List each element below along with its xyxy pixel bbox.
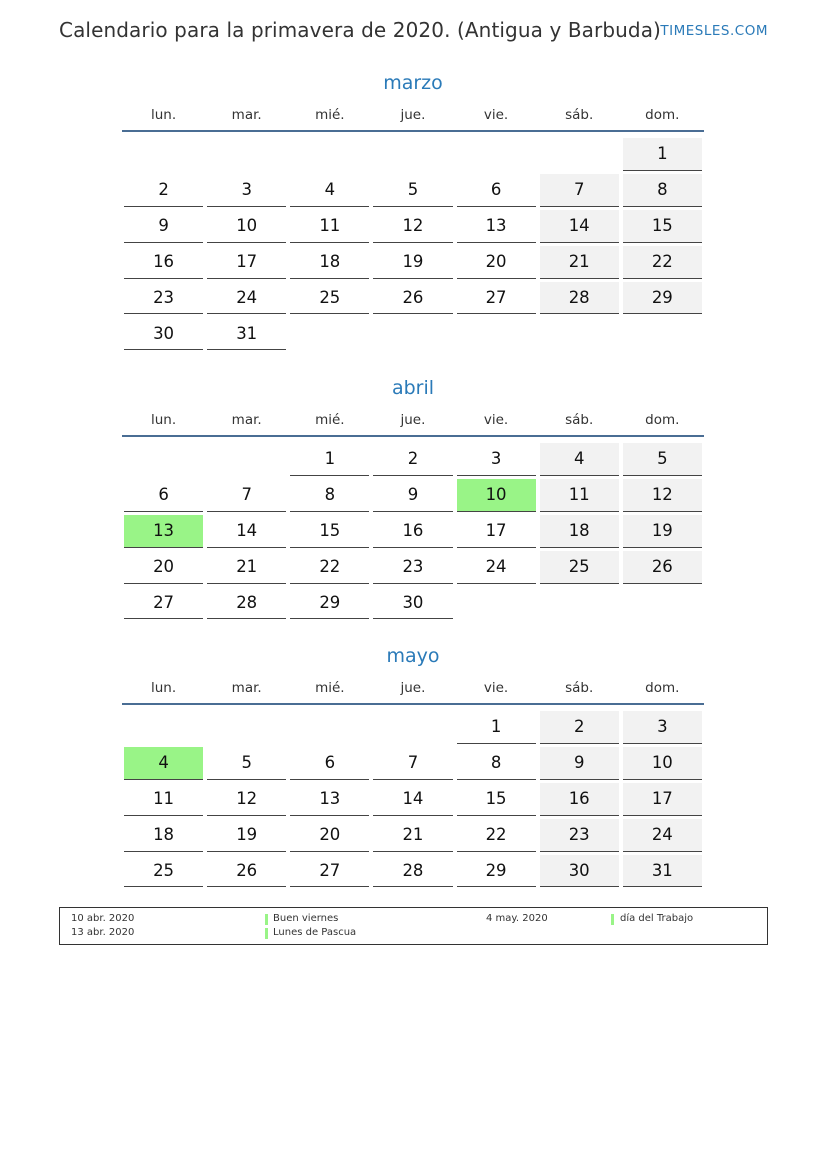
empty-cell	[205, 710, 288, 746]
legend-holiday-name: Buen viernes	[273, 913, 339, 924]
day-number: 2	[373, 443, 452, 476]
month-title: marzo	[383, 72, 443, 94]
day-cell	[371, 854, 454, 890]
day-cell	[621, 173, 704, 209]
weekday-label: mié.	[315, 412, 345, 428]
day-number: 18	[290, 246, 369, 279]
day-number: 9	[124, 210, 203, 243]
day-cell	[371, 514, 454, 550]
weekday-label: dom.	[645, 412, 680, 428]
day-cell	[621, 818, 704, 854]
weekday-label: jue.	[400, 680, 426, 696]
legend-holiday-name: día del Trabajo	[620, 913, 694, 924]
day-number: 3	[207, 174, 286, 207]
weekday-header	[122, 677, 704, 705]
day-number: 28	[540, 282, 619, 315]
day-number: 1	[623, 138, 702, 171]
holiday-color-marker	[265, 928, 268, 939]
day-number: 4	[290, 174, 369, 207]
day-number: 29	[290, 587, 369, 620]
day-number: 3	[623, 711, 702, 744]
day-number: 12	[373, 210, 452, 243]
day-number: 26	[623, 551, 702, 584]
day-number: 16	[124, 246, 203, 279]
day-cell	[371, 281, 454, 317]
day-cell	[538, 746, 621, 782]
day-cell	[455, 818, 538, 854]
day-number: 24	[457, 551, 536, 584]
day-cell	[288, 173, 371, 209]
day-number: 18	[540, 515, 619, 548]
empty-cell	[205, 137, 288, 173]
day-cell	[371, 478, 454, 514]
day-cell	[621, 281, 704, 317]
day-number: 15	[457, 783, 536, 816]
weekday-label: mar.	[231, 107, 262, 123]
day-cell	[455, 245, 538, 281]
day-cell	[455, 710, 538, 746]
weekday-label: jue.	[400, 107, 426, 123]
day-cell	[371, 586, 454, 622]
day-number: 29	[623, 282, 702, 315]
day-number: 7	[540, 174, 619, 207]
day-number: 27	[124, 587, 203, 620]
day-number: 30	[540, 855, 619, 888]
day-cell	[205, 245, 288, 281]
legend-date: 13 abr. 2020	[71, 927, 135, 938]
day-number: 4	[124, 747, 203, 780]
day-number: 9	[540, 747, 619, 780]
day-number: 2	[540, 711, 619, 744]
day-number: 9	[373, 479, 452, 512]
day-number: 2	[124, 174, 203, 207]
day-cell	[538, 710, 621, 746]
day-cell	[455, 514, 538, 550]
day-cell	[122, 854, 205, 890]
month-title: abril	[391, 377, 435, 399]
day-cell	[621, 710, 704, 746]
day-cell	[371, 550, 454, 586]
day-cell	[455, 173, 538, 209]
day-cell	[455, 550, 538, 586]
day-cell	[455, 281, 538, 317]
day-number: 11	[124, 783, 203, 816]
day-cell	[205, 281, 288, 317]
day-number: 17	[207, 246, 286, 279]
day-number: 11	[290, 210, 369, 243]
day-cell	[205, 478, 288, 514]
day-number: 8	[623, 174, 702, 207]
days-grid	[122, 710, 704, 889]
empty-cell	[371, 137, 454, 173]
day-number: 25	[124, 855, 203, 888]
day-cell	[371, 209, 454, 245]
day-number: 16	[373, 515, 452, 548]
day-cell	[122, 173, 205, 209]
day-number: 23	[540, 819, 619, 852]
day-cell	[621, 478, 704, 514]
day-cell	[122, 782, 205, 818]
day-cell	[621, 550, 704, 586]
day-cell	[538, 854, 621, 890]
day-cell	[621, 514, 704, 550]
day-cell	[205, 514, 288, 550]
day-cell	[621, 442, 704, 478]
day-number: 15	[623, 210, 702, 243]
empty-cell	[288, 710, 371, 746]
holiday-day-cell	[122, 746, 205, 782]
empty-cell	[122, 442, 205, 478]
holiday-day-cell	[455, 478, 538, 514]
day-number: 18	[124, 819, 203, 852]
day-cell	[122, 281, 205, 317]
day-number: 10	[457, 479, 536, 512]
weekday-label: lun.	[150, 412, 177, 428]
day-cell	[122, 550, 205, 586]
day-number: 26	[373, 282, 452, 315]
empty-cell	[455, 137, 538, 173]
legend-date: 10 abr. 2020	[71, 913, 135, 924]
day-cell	[122, 316, 205, 352]
day-cell	[455, 746, 538, 782]
day-cell	[288, 550, 371, 586]
day-number: 25	[540, 551, 619, 584]
day-cell	[538, 478, 621, 514]
day-number: 10	[623, 747, 702, 780]
day-number: 20	[457, 246, 536, 279]
day-number: 16	[540, 783, 619, 816]
weekday-header	[122, 104, 704, 132]
weekday-header	[122, 409, 704, 437]
day-number: 31	[207, 317, 286, 350]
day-cell	[371, 442, 454, 478]
empty-cell	[288, 137, 371, 173]
day-cell	[288, 586, 371, 622]
day-number: 13	[124, 515, 203, 548]
day-cell	[621, 137, 704, 173]
day-cell	[288, 818, 371, 854]
day-cell	[205, 316, 288, 352]
month-may	[122, 643, 704, 889]
legend-holiday-name: Lunes de Pascua	[273, 927, 357, 938]
month-title: mayo	[386, 645, 440, 667]
day-number: 23	[373, 551, 452, 584]
day-cell	[621, 854, 704, 890]
day-number: 19	[207, 819, 286, 852]
day-cell	[371, 782, 454, 818]
day-cell	[122, 818, 205, 854]
day-number: 24	[623, 819, 702, 852]
weekday-label: sáb.	[565, 412, 594, 428]
day-number: 17	[623, 783, 702, 816]
day-cell	[205, 173, 288, 209]
day-cell	[288, 478, 371, 514]
day-cell	[538, 782, 621, 818]
day-number: 13	[290, 783, 369, 816]
day-cell	[288, 746, 371, 782]
day-number: 21	[373, 819, 452, 852]
empty-cell	[122, 710, 205, 746]
day-cell	[538, 281, 621, 317]
month-march	[122, 70, 704, 352]
day-number: 5	[373, 174, 452, 207]
weekday-label: lun.	[150, 107, 177, 123]
day-number: 19	[623, 515, 702, 548]
day-cell	[621, 245, 704, 281]
empty-cell	[122, 137, 205, 173]
day-number: 5	[623, 443, 702, 476]
month-april	[122, 375, 704, 621]
empty-cell	[205, 442, 288, 478]
weekday-label: vie.	[483, 107, 509, 123]
day-cell	[205, 782, 288, 818]
weekday-label: mié.	[315, 107, 345, 123]
day-cell	[538, 514, 621, 550]
day-cell	[538, 550, 621, 586]
day-cell	[288, 782, 371, 818]
day-cell	[288, 442, 371, 478]
day-number: 12	[207, 783, 286, 816]
day-cell	[205, 854, 288, 890]
day-number: 20	[124, 551, 203, 584]
day-cell	[122, 586, 205, 622]
empty-cell	[538, 137, 621, 173]
day-cell	[371, 173, 454, 209]
weekday-label: mié.	[315, 680, 345, 696]
day-number: 1	[457, 711, 536, 744]
day-number: 3	[457, 443, 536, 476]
day-number: 8	[290, 479, 369, 512]
day-number: 6	[124, 479, 203, 512]
day-cell	[288, 245, 371, 281]
day-cell	[455, 782, 538, 818]
day-cell	[621, 746, 704, 782]
day-number: 21	[540, 246, 619, 279]
day-number: 10	[207, 210, 286, 243]
day-number: 8	[457, 747, 536, 780]
empty-cell	[371, 710, 454, 746]
day-cell	[288, 514, 371, 550]
day-cell	[538, 442, 621, 478]
holiday-legend	[59, 907, 768, 945]
day-cell	[122, 245, 205, 281]
weekday-label: lun.	[150, 680, 177, 696]
day-cell	[205, 818, 288, 854]
day-number: 20	[290, 819, 369, 852]
day-number: 7	[207, 479, 286, 512]
day-cell	[288, 209, 371, 245]
day-cell	[621, 782, 704, 818]
day-number: 4	[540, 443, 619, 476]
day-number: 14	[207, 515, 286, 548]
day-number: 17	[457, 515, 536, 548]
day-number: 13	[457, 210, 536, 243]
day-cell	[205, 209, 288, 245]
day-number: 26	[207, 855, 286, 888]
weekday-label: vie.	[483, 680, 509, 696]
day-cell	[621, 209, 704, 245]
day-number: 21	[207, 551, 286, 584]
weekday-label: sáb.	[565, 107, 594, 123]
holiday-color-marker	[265, 914, 268, 925]
weekday-label: dom.	[645, 107, 680, 123]
day-number: 14	[373, 783, 452, 816]
day-cell	[455, 854, 538, 890]
weekday-label: vie.	[483, 412, 509, 428]
day-cell	[371, 746, 454, 782]
day-cell	[538, 245, 621, 281]
weekday-label: mar.	[231, 680, 262, 696]
day-cell	[455, 442, 538, 478]
day-number: 24	[207, 282, 286, 315]
day-cell	[371, 818, 454, 854]
weekday-label: dom.	[645, 680, 680, 696]
day-number: 28	[373, 855, 452, 888]
day-number: 30	[124, 317, 203, 350]
day-cell	[371, 245, 454, 281]
day-cell	[122, 478, 205, 514]
day-cell	[205, 746, 288, 782]
day-cell	[122, 209, 205, 245]
day-cell	[205, 586, 288, 622]
day-cell	[538, 818, 621, 854]
weekday-label: jue.	[400, 412, 426, 428]
day-number: 22	[290, 551, 369, 584]
day-number: 30	[373, 587, 452, 620]
page-header	[59, 18, 768, 48]
day-cell	[288, 854, 371, 890]
page-title: Calendario para la primavera de 2020. (Antigua y Barbuda)	[59, 18, 661, 42]
day-number: 15	[290, 515, 369, 548]
day-cell	[538, 173, 621, 209]
day-number: 31	[623, 855, 702, 888]
day-number: 1	[290, 443, 369, 476]
holiday-color-marker	[611, 914, 614, 925]
day-number: 5	[207, 747, 286, 780]
day-number: 27	[457, 282, 536, 315]
day-cell	[455, 209, 538, 245]
weekday-label: sáb.	[565, 680, 594, 696]
brand-link[interactable]: TIMESLES.COM	[660, 23, 768, 39]
day-cell	[288, 281, 371, 317]
holiday-day-cell	[122, 514, 205, 550]
day-number: 7	[373, 747, 452, 780]
day-number: 25	[290, 282, 369, 315]
day-cell	[205, 550, 288, 586]
day-cell	[538, 209, 621, 245]
day-number: 23	[124, 282, 203, 315]
days-grid	[122, 442, 704, 621]
day-number: 6	[290, 747, 369, 780]
day-number: 14	[540, 210, 619, 243]
days-grid	[122, 137, 704, 352]
day-number: 6	[457, 174, 536, 207]
day-number: 27	[290, 855, 369, 888]
legend-date: 4 may. 2020	[486, 913, 548, 924]
day-number: 19	[373, 246, 452, 279]
day-number: 28	[207, 587, 286, 620]
weekday-label: mar.	[231, 412, 262, 428]
day-number: 29	[457, 855, 536, 888]
day-number: 22	[623, 246, 702, 279]
day-number: 11	[540, 479, 619, 512]
day-number: 12	[623, 479, 702, 512]
day-number: 22	[457, 819, 536, 852]
